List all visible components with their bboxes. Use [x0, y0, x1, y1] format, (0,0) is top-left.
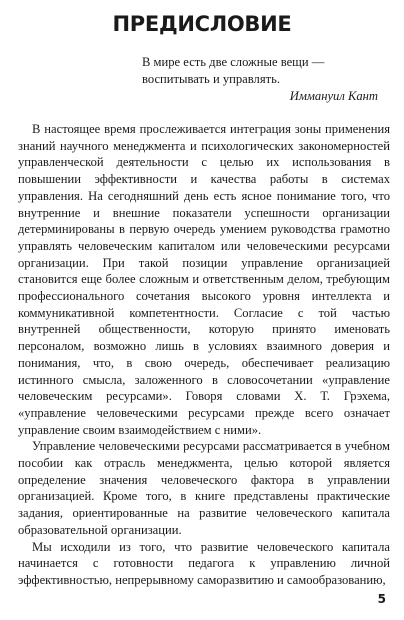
paragraph-1: В настоящее время прослеживается интеграция зоны применения знаний научного менеджмента и психологических закономерностей управленческой деятельности с целью их использования в повышении эффективности и качества работы в системах управления. На сегодняшний день есть ясное понимание того, что внутренние и внешние показатели успешности организации детерминированы в первую очередь умением руководства грамотно управлять человеческим капиталом или человеческими ресурсами организации. При такой позиции управление организацией становится еще более сложным и ответственным делом, требующим профессионального сочетания высокого уровня интеллекта и коммуникативной компетентности. Согласие с той частью внутренней общественности, которую принято именовать персоналом, возможно лишь в условиях взаимного доверия и понимания, что, в свою очередь, обеспечивает реализацию истинного смысла, заложенного в словосочетании «управление человеческим ресурсами». Говоря словами Х. Т. Грэхема, «управление человеческими ресурсами прежде всего означает управление своим взаимодействием с ними». [18, 122, 390, 437]
paragraph-2: Управление человеческими ресурсами рассматривается в учебном пособии как отрасль менеджмента, целью которой является определение значения человеческого фактора в управлении организацией. Кроме того, в книге представлены практические задания, ориентированные на развитие человеческого капитала образовательной организации. [18, 439, 390, 537]
page-title: ПРЕДИСЛОВИЕ [112, 12, 292, 36]
page-number: 5 [377, 592, 386, 606]
epigraph-author: Иммануил Кант [289, 88, 378, 103]
paragraph-3: Мы исходили из того, что развитие человеческого капитала начинается с готовности педагога к управлению личной эффективностью, непрерывному саморазвитию и самообразованию, [18, 539, 390, 587]
epigraph [128, 54, 378, 104]
body-text [18, 121, 390, 589]
epigraph-line-2: воспитывать и управлять. [142, 71, 281, 86]
epigraph-line-1: В мире есть две сложные вещи — [142, 55, 325, 69]
